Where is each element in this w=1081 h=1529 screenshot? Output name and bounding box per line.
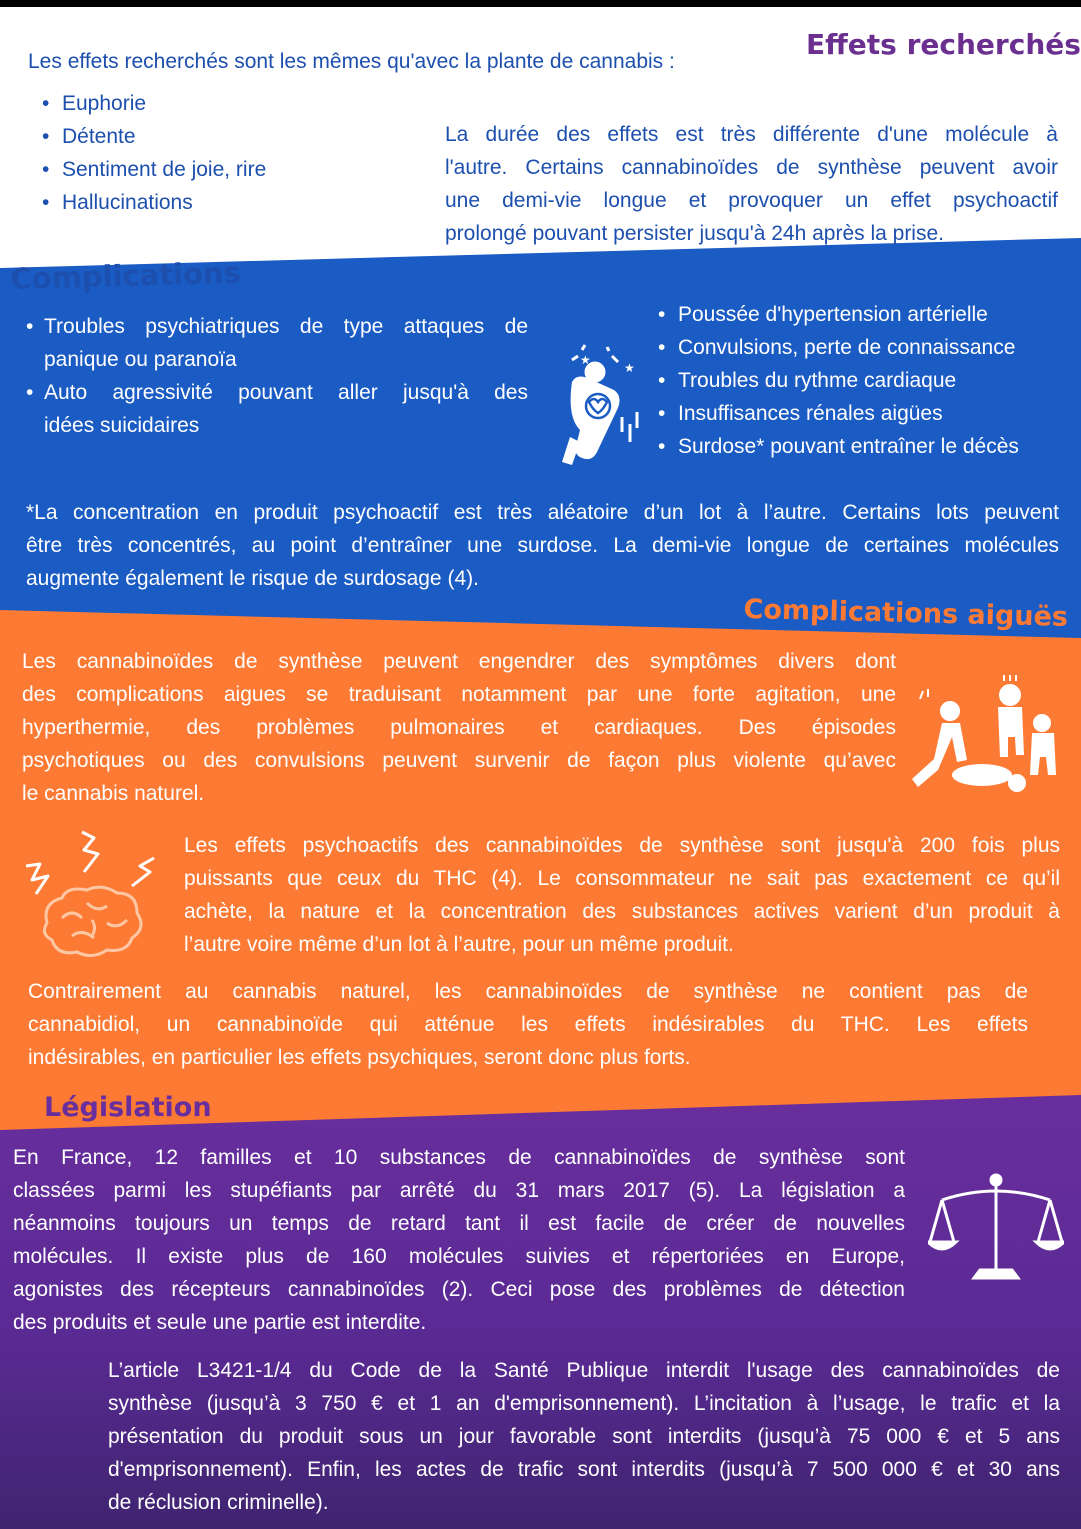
- effets-list: [42, 87, 266, 219]
- complications-title: Complications: [10, 255, 242, 296]
- list-item: • Poussée d'hypertension artérielle: [658, 298, 1019, 331]
- list-item: • Détente: [42, 120, 266, 153]
- top-border: [0, 0, 1081, 7]
- list-item: • Surdose* pouvant entraîner le décès: [658, 430, 1019, 463]
- legislation-paragraph-2: L’article L3421-1/4 du Code de la Santé Publique interdit l'usage des cannabinoïdes de synthèse (jusqu’à 3 750 € et 1 an d'emprisonnement). L’incitation à l’usage, le trafic et la présentation du produit sous un jour favorable sont interdits (jusqu’à 75 000 € et 5 ans d'emprisonnement). Enfin, les actes de trafic sont interdits (jusqu’à 7 500 000 € et 30 ans de réclusion criminelle).: [108, 1359, 1060, 1514]
- list-item: • Insuffisances rénales aigües: [658, 397, 1019, 430]
- list-item: • Convulsions, perte de connaissance: [658, 331, 1019, 364]
- aigues-paragraph-3: Contrairement au cannabis naturel, les cannabinoïdes de synthèse ne contient pas de cannabidiol, un cannabinoïde qui atténue les effets indésirables du THC. Les effets indésirables, en particulier les effets psychiques, seront donc plus forts.: [28, 980, 1028, 1069]
- legislation-title: Législation: [44, 1092, 212, 1123]
- effets-title: Effets recherchés: [806, 28, 1081, 61]
- list-item: • Euphorie: [42, 87, 266, 120]
- legislation-paragraph-1: En France, 12 familles et 10 substances de cannabinoïdes de synthèse sont classées parmi les stupéfiants par arrêté du 31 mars 2017 (5). La législation a néanmoins toujours un temps de retard tant il est facile de créer de nouvelles molécules. Il existe plus de 160 molécules suivies et répertoriées en Europe, agonistes des récepteurs cannabinoïdes (2). Ceci pose des problèmes de détection des produits et seule une partie est interdite.: [13, 1146, 905, 1334]
- aigues-title: Complications aiguës: [743, 594, 1069, 633]
- aigues-paragraph-2: Les effets psychoactifs des cannabinoïdes de synthèse sont jusqu'à 200 fois plus puissants que ceux du THC (4). Le consommateur ne sait pas exactement ce qu’il achète, la nature et la concentration des substances actives varient d’un produit à l’autre voire même d’un lot à l’autre, pour un même produit.: [184, 834, 1060, 956]
- effets-duration: La durée des effets est très différente d'une molécule à l'autre. Certains cannabinoïdes de synthèse peuvent avoir une demi-vie longue et provoquer un effet psychoactif prolongé pouvant persister jusqu'à 24h après la prise.: [445, 123, 1058, 245]
- aigues-paragraph-1: Les cannabinoïdes de synthèse peuvent engendrer des symptômes divers dont des complications aigues se traduisant notamment par une forte agitation, une hyperthermie, des problèmes pulmonaires et cardiaques. Des épisodes psychotiques ou des convulsions peuvent survenir de façon plus violente qu’avec le cannabis naturel.: [22, 650, 896, 805]
- scales-of-justice-icon: [928, 1172, 1064, 1284]
- emergency-people-icon: [912, 675, 1062, 800]
- dizzy-person-icon: [552, 342, 652, 472]
- svg-text:★: ★: [624, 361, 635, 375]
- list-item: • Troubles du rythme cardiaque: [658, 364, 1019, 397]
- effets-intro: Les effets recherchés sont les mêmes qu'avec la plante de cannabis :: [28, 50, 675, 73]
- brain-lightning-icon: [22, 828, 162, 963]
- svg-text:★: ★: [580, 353, 591, 367]
- list-item: • Troubles psychiatriques de type attaques de panique ou paranoïa: [26, 315, 528, 371]
- complications-footnote: *La concentration en produit psychoactif est très aléatoire d’un lot à l’autre. Certains lots peuvent être très concentrés, au point d’entraîner une surdose. La demi-vie longue de certaines molécules augmente également le risque de surdosage (4).: [26, 501, 1059, 590]
- complications-right-list: [658, 298, 1019, 463]
- complications-left-list: [26, 310, 528, 442]
- list-item: • Sentiment de joie, rire: [42, 153, 266, 186]
- list-item: • Hallucinations: [42, 186, 266, 219]
- list-item: • Auto agressivité pouvant aller jusqu'à des idées suicidaires: [26, 381, 528, 437]
